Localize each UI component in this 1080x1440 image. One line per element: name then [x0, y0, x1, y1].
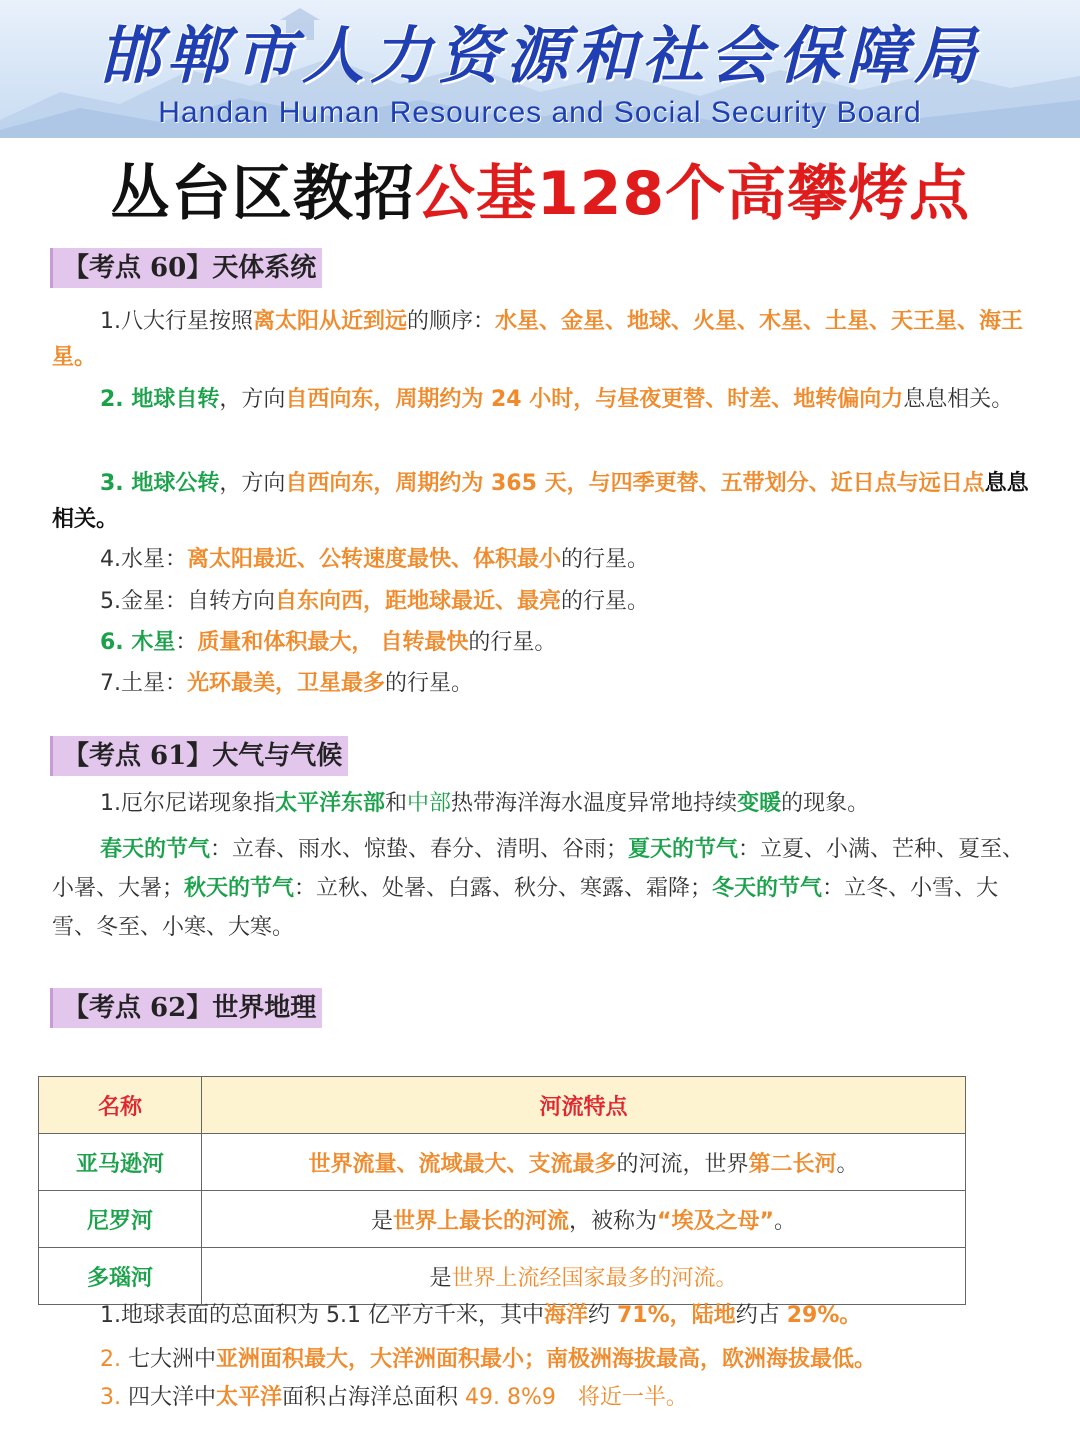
s61-item-1: 1.厄尔尼诺现象指太平洋东部和中部热带海洋海水温度异常地持续变暖的现象。 — [100, 791, 870, 816]
s62-note-1: 1.地球表面的总面积为 5.1 亿平方千米，其中海洋约 71%，陆地约占 29%。 — [100, 1303, 862, 1328]
table-row — [39, 1248, 966, 1305]
rivers-table — [38, 1076, 966, 1305]
s61-solar-terms: 春天的节气：立春、雨水、惊蛰、春分、清明、谷雨；夏天的节气：立夏、小满、芒种、夏至、小暑、大暑；秋天的节气：立秋、处暑、白露、秋分、寒露、霜降；冬天的节气：立冬、小雪、大雪、冬至、小寒、大寒。 — [52, 837, 1025, 940]
org-name-english: Handan Human Resources and Social Security Board — [158, 96, 922, 129]
s60-item-2: 2. 地球自转，方向自西向东，周期约为 24 小时，与昼夜更替、时差、地转偏向力息息相关。 — [100, 387, 1014, 412]
river-name: 多瑙河 — [39, 1248, 202, 1305]
s60-item-1: 1.八大行星按照离太阳从近到远的顺序：水星、金星、地球、火星、木星、土星、天王星、海王星。 — [52, 309, 1024, 370]
header-banner — [0, 0, 1080, 138]
s60-item-4: 4.水星：离太阳最近、公转速度最快、体积最小的行星。 — [100, 547, 650, 572]
river-feature: 世界流量、流域最大、支流最多的河流，世界第二长河。 — [202, 1134, 966, 1191]
page-title — [0, 146, 1080, 232]
table-row — [39, 1191, 966, 1248]
section-heading-60: 【考点 60】天体系统 — [50, 248, 322, 288]
title-red-part: 公基128个高攀烤点 — [414, 159, 971, 229]
column-header-name: 名称 — [39, 1077, 202, 1134]
river-name: 尼罗河 — [39, 1191, 202, 1248]
s60-item-6: 6. 木星：质量和体积最大， 自转最快的行星。 — [100, 630, 557, 655]
s62-note-3: 3. 四大洋中太平洋面积占海洋总面积 49. 8%9 将近一半。 — [100, 1385, 688, 1410]
section-heading-62: 【考点 62】世界地理 — [50, 988, 322, 1028]
river-name: 亚马逊河 — [39, 1134, 202, 1191]
section-heading-61: 【考点 61】大气与气候 — [50, 736, 348, 776]
s60-item-5: 5.金星：自转方向自东向西，距地球最近、最亮的行星。 — [100, 589, 650, 614]
river-feature: 是世界上最长的河流，被称为“埃及之母”。 — [202, 1191, 966, 1248]
column-header-feature: 河流特点 — [202, 1077, 966, 1134]
river-feature: 是世界上流经国家最多的河流。 — [202, 1248, 966, 1305]
org-name-chinese: 邯郸市人力资源和社会保障局 — [97, 19, 982, 92]
s62-note-2: 2. 七大洲中亚洲面积最大，大洋洲面积最小；南极洲海拔最高，欧洲海拔最低。 — [100, 1347, 877, 1372]
s60-item-3: 3. 地球公转，方向自西向东，周期约为 365 天，与四季更替、五带划分、近日点与远日点息息相关。 — [52, 471, 1029, 532]
table-row — [39, 1134, 966, 1191]
s60-item-7: 7.土星：光环最美，卫星最多的行星。 — [100, 671, 474, 696]
title-black-part: 丛台区教招 — [109, 159, 415, 229]
table-header-row — [39, 1077, 966, 1134]
